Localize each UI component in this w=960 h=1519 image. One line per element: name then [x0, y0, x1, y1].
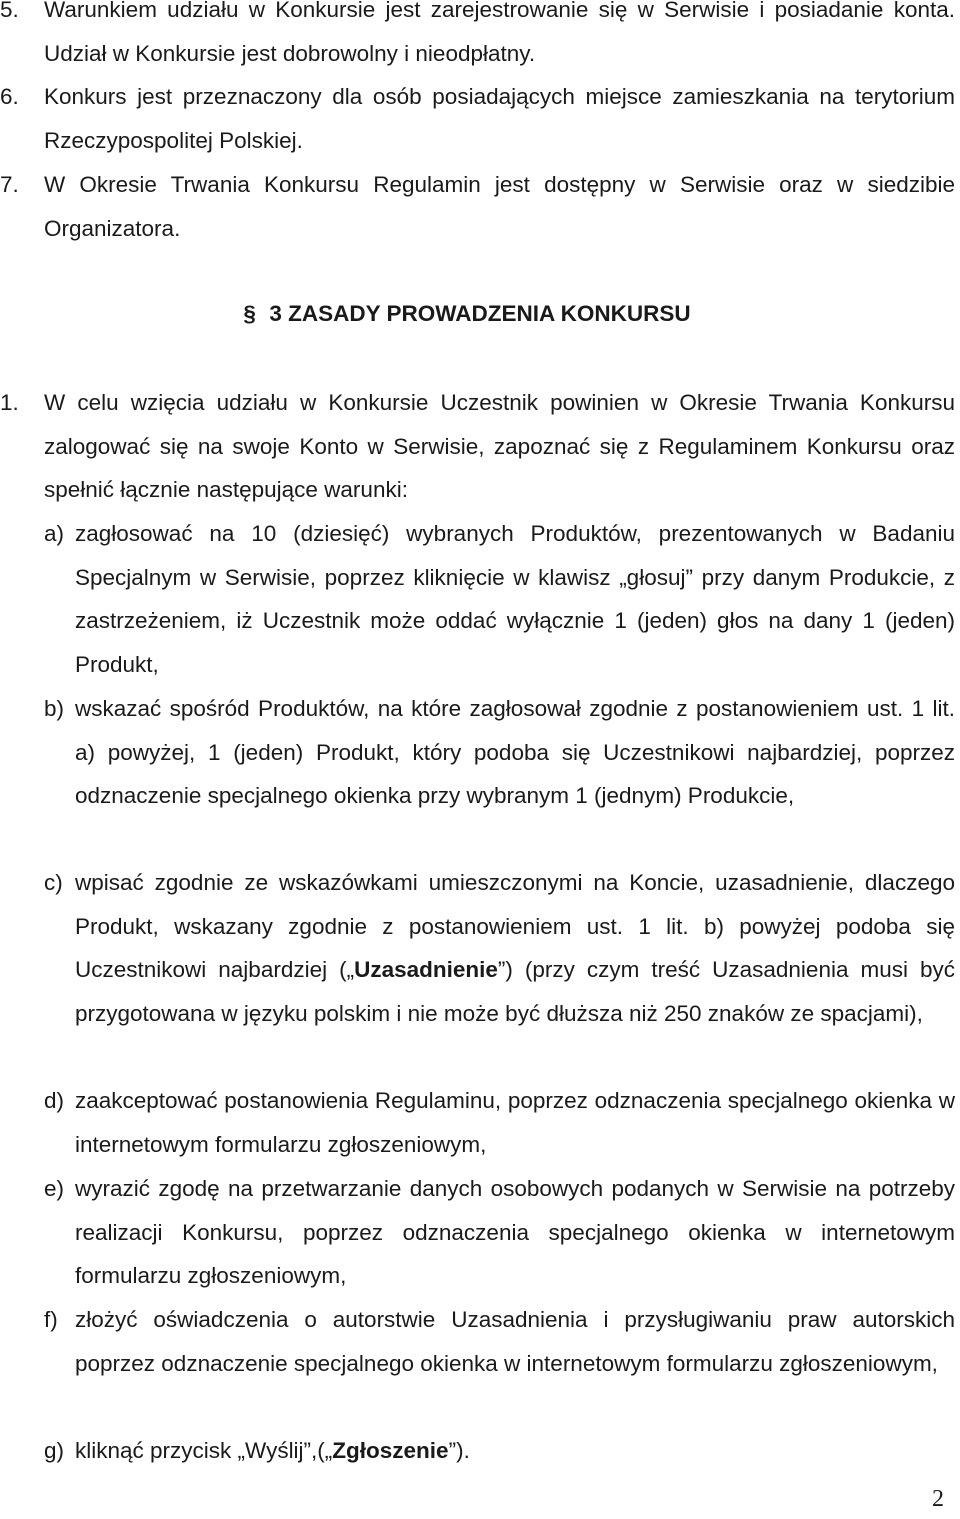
condition-c	[44, 861, 955, 1035]
condition-text: zaakceptować postanowienia Regulaminu, poprzez odznaczenia specjalnego okienka w internetowym formularzu zgłoszeniowym,	[75, 1088, 955, 1157]
condition-text-before: wpisać zgodnie ze wskazówkami umieszczonymi na Koncie, uzasadnienie, dlaczego Produkt, wskazany zgodnie z postanowieniem ust. 1 lit. b) powyżej podoba się Uczestnikowi najbardziej („	[75, 870, 955, 983]
section-paragraph-1	[0, 381, 955, 512]
list-item-number: 7.	[0, 172, 19, 197]
condition-g	[44, 1429, 955, 1473]
condition-text-after: ”) (przy czym treść Uzasadnienia musi być przygotowana w języku polskim i nie może być dłuższa niż 250 znaków ze spacjami),	[75, 957, 955, 1026]
page-number: 2	[932, 1486, 944, 1512]
list-item-6	[0, 75, 955, 162]
condition-letter: c)	[44, 870, 63, 895]
condition-letter: a)	[44, 521, 65, 546]
section-heading-text: § 3 ZASADY PROWADZENIA KONKURSU	[259, 294, 690, 334]
paragraph-text: W celu wzięcia udziału w Konkursie Uczestnik powinien w Okresie Trwania Konkursu zalogować się na swoje Konto w Serwisie, zapoznać się z Regulaminem Konkursu oraz spełnić łącznie następujące warunki:	[44, 390, 955, 503]
condition-letter: d)	[44, 1088, 65, 1113]
section-heading	[0, 294, 960, 334]
list-item-text: W Okresie Trwania Konkursu Regulamin jest dostępny w Serwisie oraz w siedzibie Organizatora.	[44, 172, 955, 241]
condition-f	[44, 1298, 955, 1385]
list-item-7	[0, 163, 955, 250]
condition-letter: b)	[44, 696, 65, 721]
condition-d	[44, 1079, 955, 1166]
condition-text: zagłosować na 10 (dziesięć) wybranych Produktów, prezentowanych w Badaniu Specjalnym w Serwisie, poprzez kliknięcie w klawisz „głosuj” przy danym Produkcie, z zastrzeżeniem, iż Uczestnik może oddać wyłącznie 1 (jeden) głos na dany 1 (jeden) Produkt,	[75, 521, 955, 677]
condition-text: złożyć oświadczenia o autorstwie Uzasadnienia i przysługiwaniu praw autorskich poprzez odznaczenie specjalnego okienka w internetowym formularzu zgłoszeniowym,	[75, 1307, 955, 1376]
list-item-text: Konkurs jest przeznaczony dla osób posiadających miejsce zamieszkania na terytorium Rzeczypospolitej Polskiej.	[44, 84, 955, 153]
condition-e	[44, 1167, 955, 1298]
condition-text-before: kliknąć przycisk „Wyślij”,(„	[75, 1438, 333, 1463]
defined-term-uzasadnienie: Uzasadnienie	[354, 957, 498, 983]
condition-text: wskazać spośród Produktów, na które zagłosował zgodnie z postanowieniem ust. 1 lit. a) powyżej, 1 (jeden) Produkt, który podoba się Uczestnikowi najbardziej, poprzez odznaczenie specjalnego okienka przy wybranym 1 (jednym) Produkcie,	[75, 696, 955, 809]
list-item-number: 6.	[0, 84, 19, 109]
condition-b	[44, 687, 955, 818]
condition-letter: f)	[44, 1307, 58, 1332]
condition-letter: g)	[44, 1438, 65, 1463]
condition-letter: e)	[44, 1176, 65, 1201]
defined-term-zgloszenie: Zgłoszenie	[332, 1438, 449, 1463]
condition-a	[44, 512, 955, 686]
condition-text: wyrazić zgodę na przetwarzanie danych osobowych podanych w Serwisie na potrzeby realizacji Konkursu, poprzez odznaczenia specjalnego okienka w internetowym formularzu zgłoszeniowym,	[75, 1176, 955, 1289]
paragraph-number: 1.	[0, 390, 19, 415]
list-item-5	[0, 0, 955, 75]
list-item-text: Warunkiem udziału w Konkursie jest zarejestrowanie się w Serwisie i posiadanie konta. Udział w Konkursie jest dobrowolny i nieodpłatny.	[44, 0, 955, 66]
condition-text-after: ”).	[448, 1438, 470, 1463]
list-item-number: 5.	[0, 0, 19, 22]
